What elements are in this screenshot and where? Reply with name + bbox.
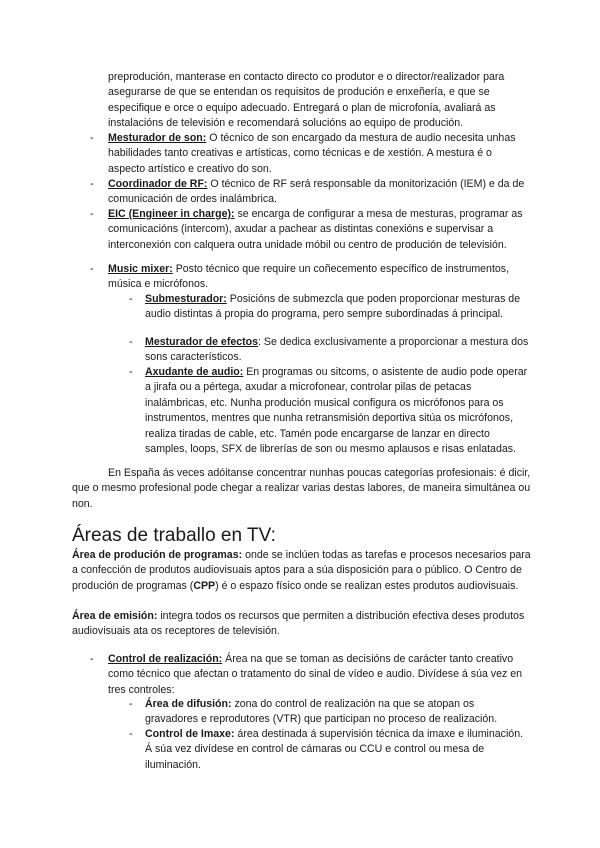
control-subterm: Control de Imaxe: [145,728,235,740]
role-term: Coordinador de RF: [108,178,208,190]
role-item-sound-mixer [108,131,528,177]
role-text: Posto técnico que require un coñecemento específico de instrumentos, música e micrófonos. [108,263,510,291]
area-programs-paragraph [72,548,534,594]
role-item-rf-coordinator [108,177,528,208]
bullet-marker: - [90,178,94,190]
control-realizacion-item [108,652,528,698]
role-term: Mesturador de son: [108,132,207,144]
control-text: Área na que se toman as decisións de carácter tanto creativo como técnico que afectan o tratamento do sinal de vídeo e audio. Divídese á súa vez en tres controles: [108,653,523,696]
area-term: Área de emisión: [72,610,158,622]
control-subterm: Área de difusión: [145,698,232,710]
area-text: onde se inclúen todas as tarefas e procesos necesarios para a confección de produtos audiovisuais aptos para a súa disposición para o público. O Centro de produción de programas ( [72,549,531,592]
role-text: se encarga de configurar a mesa de mesturas, programar as comunicacións (intercom), axudar a pachear as distintas conexións e supervisar a interconexión con calquera outra unidade móbil ou centro de produción de televisión. [108,208,523,251]
control-subtext: área destinada á supervisión técnica da imaxe e iluminación. Á súa vez divídese en control de cámaras ou CCU e control ou mesa de iluminación. [145,728,524,771]
control-item-imaxe [145,727,530,773]
bullet-marker: - [129,698,133,710]
bullet-marker: - [129,728,133,740]
section-heading: Áreas de traballo en TV: [72,525,276,546]
subrole-item-audio-assistant [145,365,530,457]
area-text: integra todos os recursos que permiten a distribución efectiva deses produtos audiovisuais ata os receptores de televisión. [72,610,525,638]
area-text: ) é o espazo físico onde se realizan estes produtos audiovisuais. [215,579,519,592]
bullet-marker: - [90,132,94,144]
spain-paragraph: En España ás veces adóitanse concentrar nunhas poucas categorías profesionais: é dicir, que o mesmo profesional pode chegar a realizar varias destas labores, de maneira simultánea ou non. [72,467,531,510]
role-item-eic [108,207,528,253]
bullet-marker: - [90,263,94,275]
bullet-marker: - [90,653,94,665]
role-term: EIC (Engineer in charge): [108,208,235,220]
subrole-item-submixer [145,292,530,323]
bullet-marker: - [129,336,133,348]
role-text: O técnico de son encargado da mestura de audio necesita unhas habilidades tanto creativas e artísticas, como técnicas e de xestión. A mestura é o aspecto artístico e creativo do son. [108,132,516,175]
bullet-marker: - [129,293,133,305]
subrole-text: : Se dedica exclusivamente a proporcionar a mestura dos sons característicos. [145,336,529,364]
bullet-marker: - [129,366,133,378]
control-item-difusion [145,697,530,728]
subrole-item-effects-mixer [145,335,530,366]
subrole-term: Mesturador de efectos [145,336,259,348]
role-item-music-mixer [108,262,528,293]
area-emission-paragraph [72,609,534,640]
subrole-term: Axudante de audio: [145,366,244,378]
role-term: Music mixer: [108,263,173,275]
role-text: O técnico de RF será responsable da monitorización (IEM) e da de comunicación de ordes inalámbrica. [108,178,525,206]
control-term: Control de realización: [108,653,223,665]
subrole-term: Submesturador: [145,293,227,305]
area-term: Área de produción de programas: [72,549,243,561]
intro-continuation: preprodución, manterase en contacto directo co produtor e o director/realizador para asegurarse de que se entendan os requisitos de produción e enxeñería, e que se especifique e orce o equipo adecuado. Entregará o plan de microfonía, avaliará as instalacións de televisión e recomendará solucións ao equipo de produción. [108,71,505,130]
control-subtext: zona do control de realización na que se atopan os gravadores e reprodutores (VTR) que participan no proceso de realización. [145,698,498,726]
cpp-acronym: CPP [193,579,216,592]
bullet-marker: - [90,208,94,220]
subrole-text: En programas ou sitcoms, o asistente de audio pode operar a jirafa ou a pértega, axudar a microfonear, controlar pilas de petacas inalámbricas, etc. Nunha produción musical configura os micrófonos para os instrumentos, mentres que nunha retransmisión deportiva sitúa os micrófonos, realiza tiradas de cable, etc. Tamén pode encargarse de lanzar en directo samples, loops, SFX de librerías de son ou mesmo aplausos e risas enlatadas. [145,366,528,456]
subrole-text: Posicións de submezcla que poden proporcionar mesturas de audio distintas á propia do programa, pero sempre subordinadas á principal. [145,293,521,321]
